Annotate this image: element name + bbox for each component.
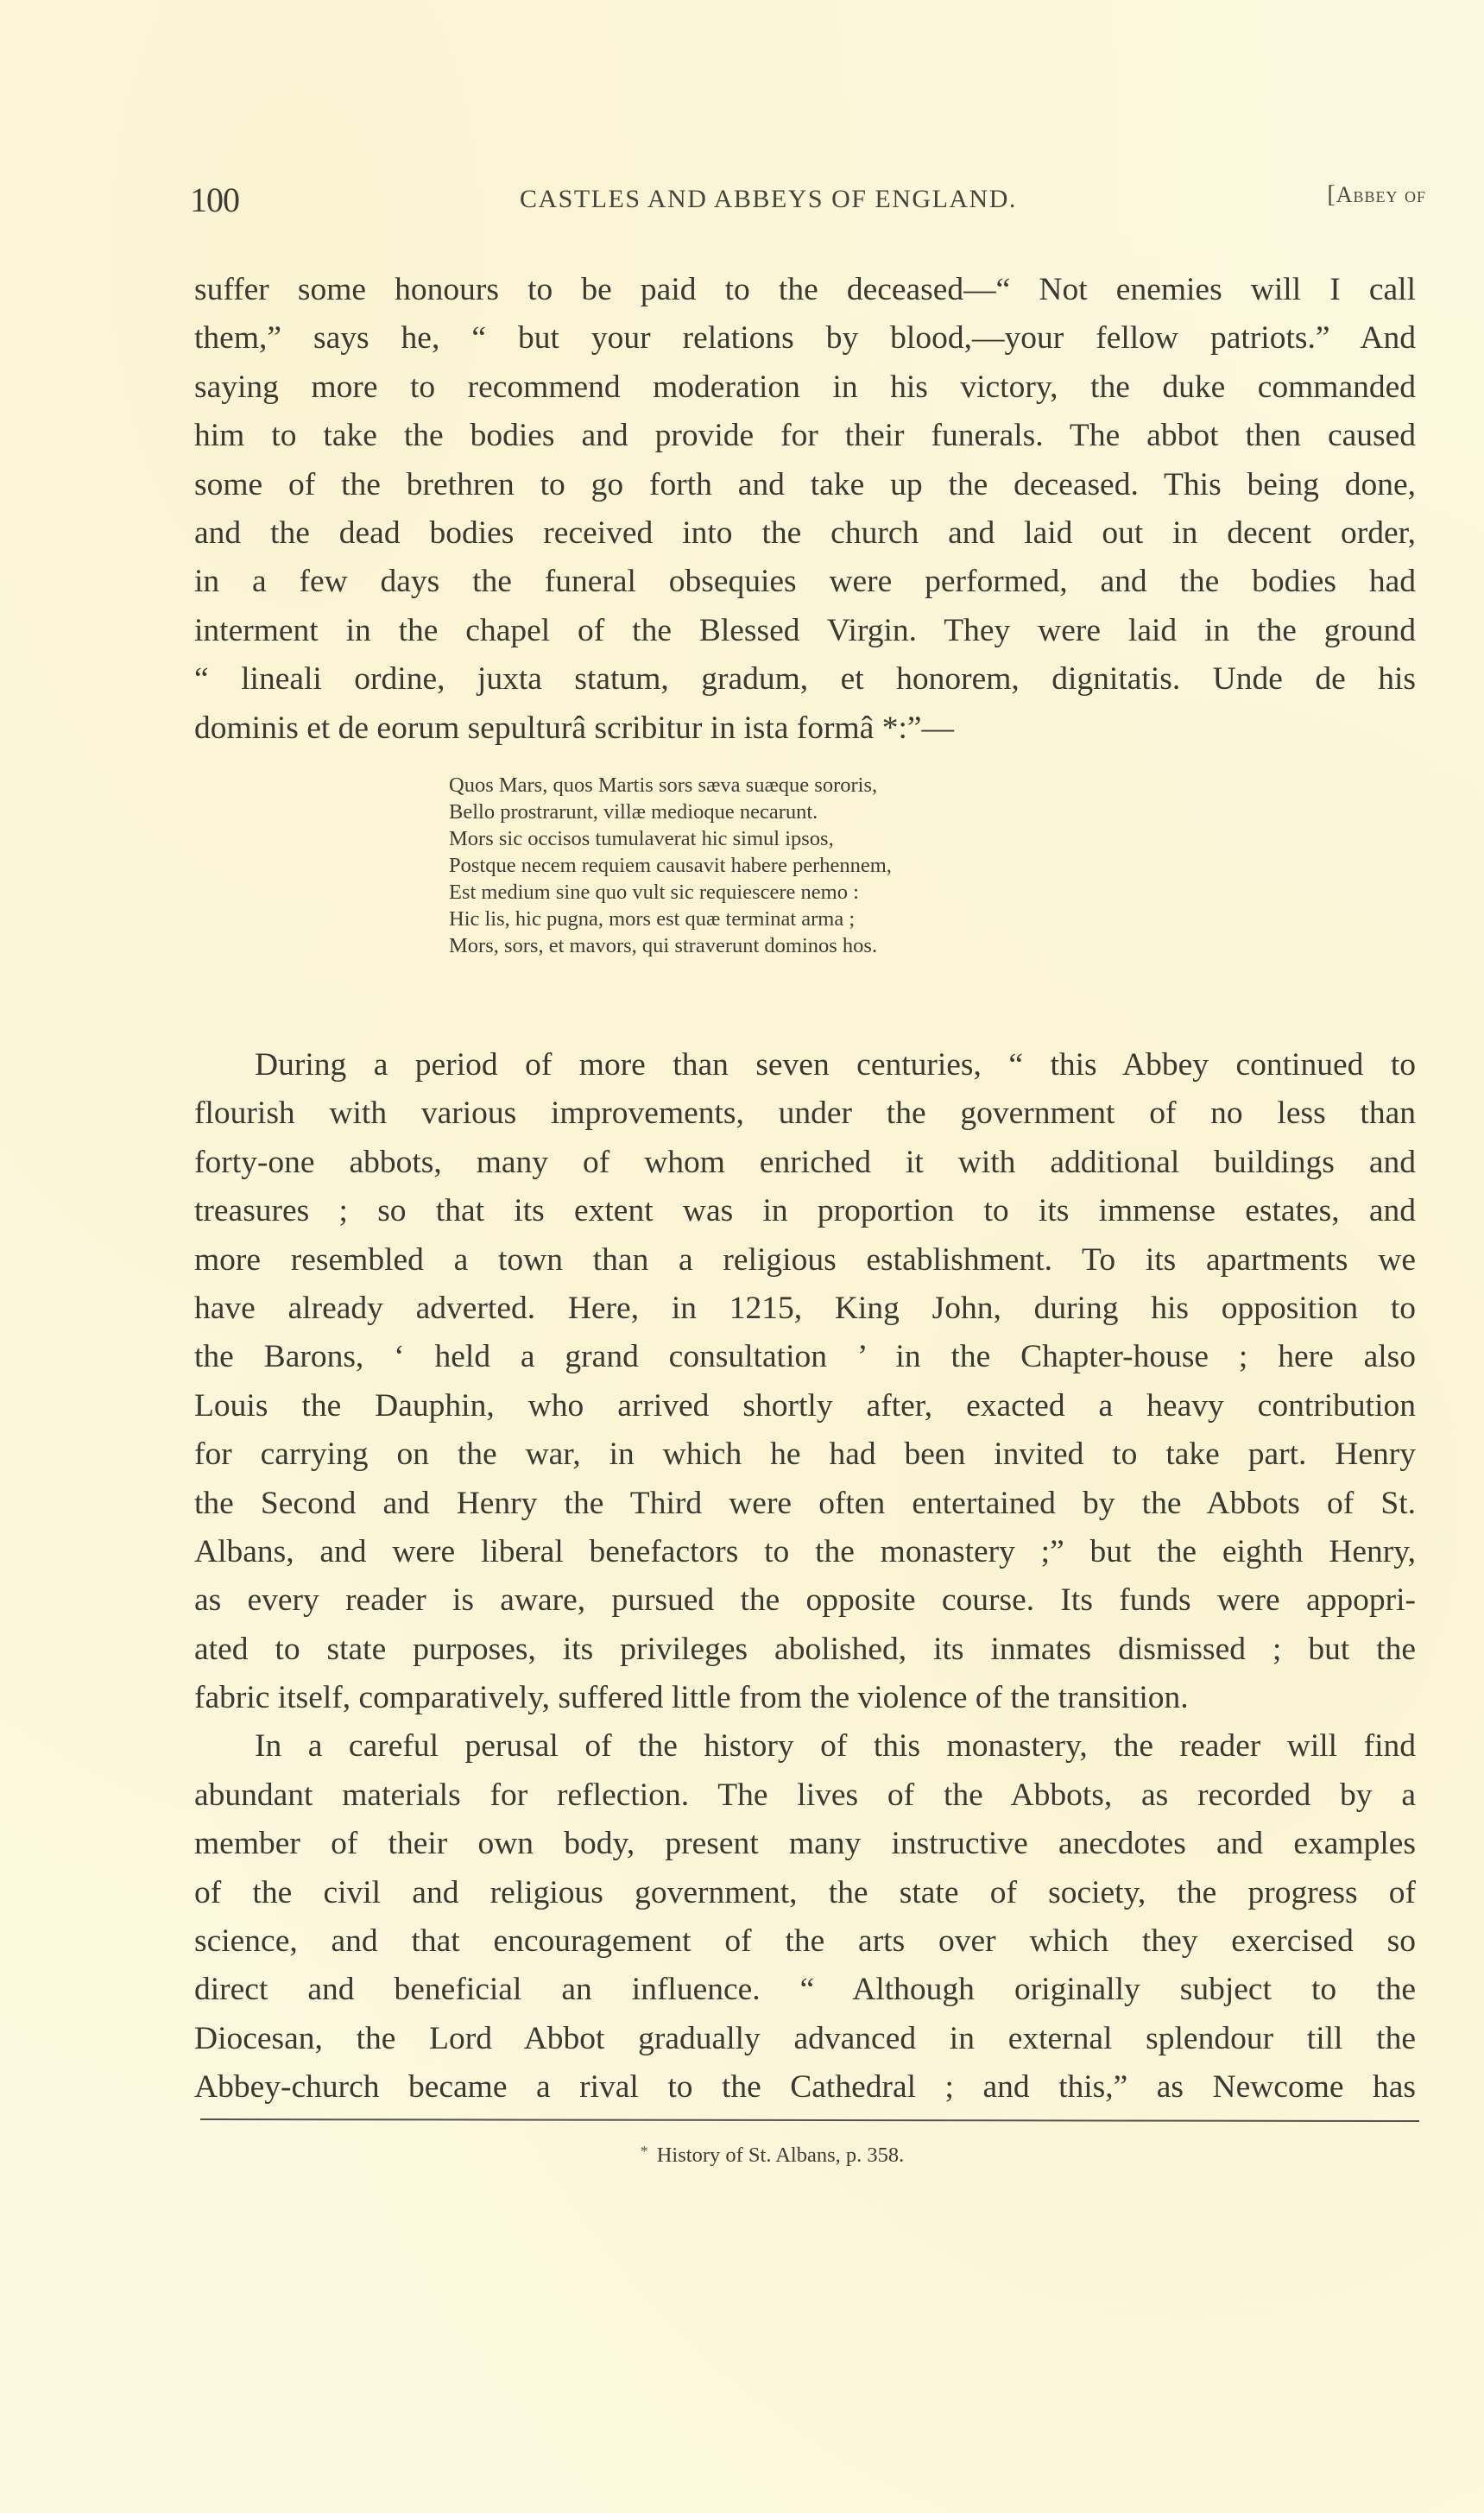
section-bracket: [ xyxy=(1327,181,1336,208)
text-line: member of their own body, present many instructive anecdotes and examples xyxy=(194,1826,1416,1862)
verse-line: Bello prostrarunt, villæ medioque necarunt. xyxy=(449,800,818,824)
passage-2 xyxy=(194,1041,1416,2112)
text-line: suffer some honours to be paid to the deceased—“ Not enemies will I call xyxy=(194,272,1416,307)
latin-verse xyxy=(449,772,892,959)
text-line: In a careful perusal of the history of this monastery, the reader will find xyxy=(255,1728,1416,1765)
text-line: treasures ; so that its extent was in proportion to its immense estates, and xyxy=(194,1193,1416,1229)
verse-line: Mors sic occisos tumulaverat hic simul ipsos, xyxy=(449,827,834,850)
passage-1 xyxy=(194,266,1416,753)
text-line: in a few days the funeral obsequies were performed, and the bodies had xyxy=(194,564,1416,600)
running-head xyxy=(190,180,1426,223)
verse-line: Est medium sine quo vult sic requiescere nemo : xyxy=(449,881,859,904)
text-line: flourish with various improvements, under the government of no less than xyxy=(194,1095,1416,1132)
footnote-mark: * xyxy=(640,2143,648,2160)
text-line: During a period of more than seven centuries, “ this Abbey continued to xyxy=(255,1047,1416,1083)
page-number: 100 xyxy=(190,180,239,219)
text-line: abundant materials for reflection. The lives of the Abbots, as recorded by a xyxy=(194,1777,1416,1813)
verse-line: Mors, sors, et mavors, qui straverunt dominos hos. xyxy=(449,934,878,957)
text-line: them,” says he, “ but your relations by blood,—your fellow patriots.” And xyxy=(194,320,1416,357)
text-line: some of the brethren to go forth and take up the deceased. This being done, xyxy=(194,466,1416,502)
text-line: the Second and Henry the Third were often entertained by the Abbots of St. xyxy=(194,1485,1416,1521)
text-line: direct and beneficial an influence. “ Although originally subject to the xyxy=(194,1972,1416,2008)
text-line: more resembled a town than a religious establishment. To its apartments we xyxy=(194,1241,1416,1278)
text-line: dominis et de eorum sepulturâ scribitur in ista formâ *:”— xyxy=(194,710,955,746)
text-line: him to take the bodies and provide for their funerals. The abbot then caused xyxy=(194,418,1416,454)
section-heading xyxy=(1327,181,1426,209)
text-line: for carrying on the war, in which he had been invited to take part. Henry xyxy=(194,1436,1416,1473)
text-line: and the dead bodies received into the church and laid out in decent order, xyxy=(194,515,1416,551)
text-line: science, and that encouragement of the arts over which they exercised so xyxy=(194,1923,1416,1960)
text-line: Albans, and were liberal benefactors to the monastery ;” but the eighth Henry, xyxy=(194,1533,1416,1569)
text-line: fabric itself, comparatively, suffered little from the violence of the transition. xyxy=(194,1680,1189,1716)
text-line: as every reader is aware, pursued the opposite course. Its funds were appopri- xyxy=(194,1582,1416,1619)
footnote xyxy=(0,2143,1484,2168)
verse-line: Hic lis, hic pugna, mors est quæ terminat arma ; xyxy=(449,907,856,931)
book-title: CASTLES AND ABBEYS OF ENGLAND. xyxy=(520,185,1017,213)
text-line: ated to state purposes, its privileges abolished, its inmates dismissed ; but the xyxy=(194,1631,1416,1667)
verse-line: Quos Mars, quos Martis sors sæva suæque sororis, xyxy=(449,773,878,797)
text-line: the Barons, ‘ held a grand consultation ’ in the Chapter-house ; here also xyxy=(194,1339,1416,1375)
section-title: Abbey of xyxy=(1336,182,1426,207)
verse-line: Postque necem requiem causavit habere perhennem, xyxy=(449,854,892,877)
text-line: of the civil and religious government, the state of society, the progress of xyxy=(194,1874,1416,1910)
text-line: Abbey-church became a rival to the Cathedral ; and this,” as Newcome has xyxy=(194,2069,1416,2106)
text-line: have already adverted. Here, in 1215, King John, during his opposition to xyxy=(194,1290,1416,1326)
text-line: forty-one abbots, many of whom enriched it with additional buildings and xyxy=(194,1144,1416,1180)
text-line: Diocesan, the Lord Abbot gradually advanced in external splendour till the xyxy=(194,2020,1416,2056)
text-line: “ lineali ordine, juxta statum, gradum, et honorem, dignitatis. Unde de his xyxy=(194,661,1416,698)
footnote-text: History of St. Albans, p. 358. xyxy=(656,2144,905,2167)
text-line: interment in the chapel of the Blessed Virgin. They were laid in the ground xyxy=(194,612,1416,648)
text-line: Louis the Dauphin, who arrived shortly after, exacted a heavy contribution xyxy=(194,1387,1416,1424)
text-line: saying more to recommend moderation in his victory, the duke commanded xyxy=(194,369,1416,405)
